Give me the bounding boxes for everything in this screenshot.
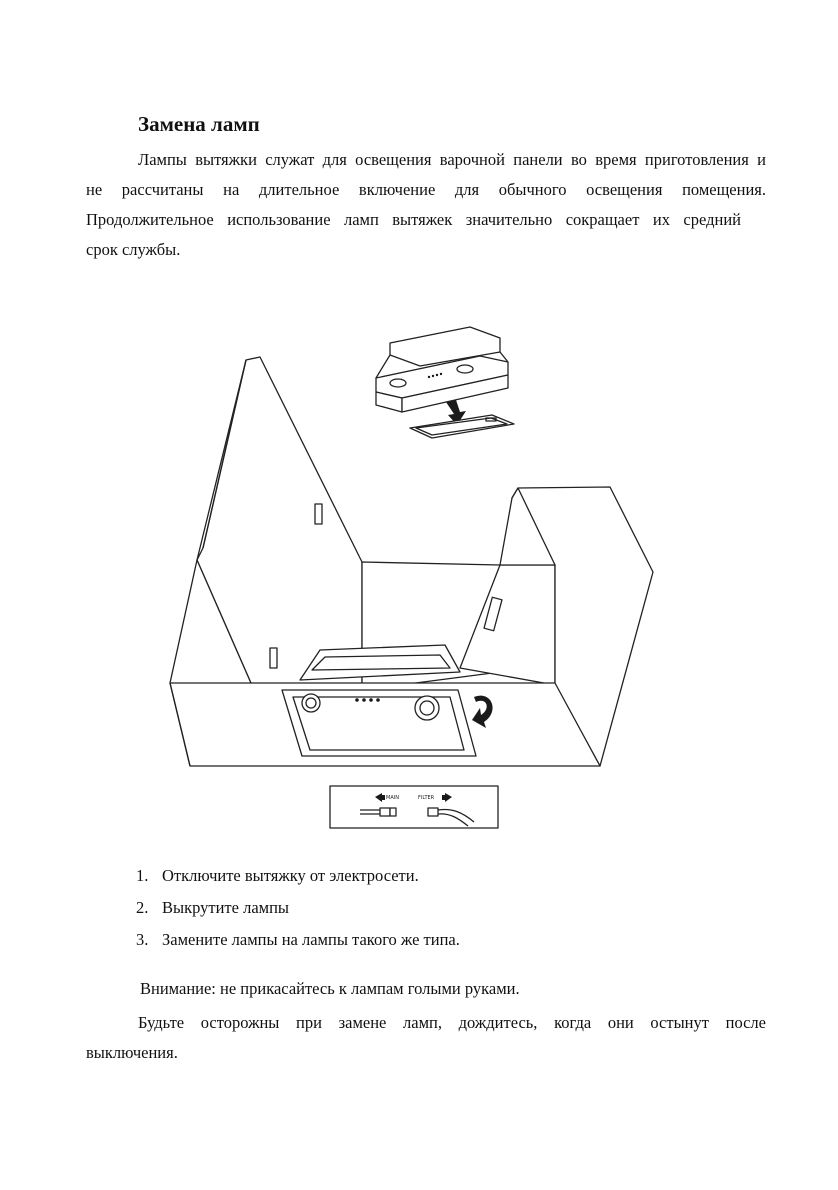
hood-inset-illustration	[376, 327, 514, 438]
list-item: 2. Выкрутите лампы	[136, 898, 290, 917]
cabinet-illustration	[170, 357, 653, 766]
caution-line: Будьте осторожны при замене ламп, дождитесь, когда они остынут после	[138, 1013, 766, 1032]
warning-text: Внимание: не прикасайтесь к лампам голыми руками.	[140, 979, 520, 998]
caution-paragraph	[86, 1008, 766, 1068]
list-item: 3. Замените лампы на лампы такого же типа.	[136, 930, 460, 949]
intro-line: срок службы.	[86, 240, 181, 259]
connector-label-right: FILTER	[418, 795, 435, 801]
steps-list	[136, 860, 460, 956]
section-title: Замена ламп	[138, 112, 260, 136]
intro-line: не рассчитаны на длительное включение для обычного освещения помещения.	[86, 180, 766, 199]
connector-inset	[330, 786, 498, 828]
intro-line: Лампы вытяжки служат для освещения варочной панели во время приготовления и	[138, 150, 766, 169]
list-item: 1. Отключите вытяжку от электросети.	[136, 866, 419, 885]
connector-label-left: MAIN	[386, 795, 399, 801]
caution-line: выключения.	[86, 1043, 178, 1062]
intro-line: Продолжительное использование ламп вытяжек значительно сокращает их средний	[86, 210, 741, 229]
